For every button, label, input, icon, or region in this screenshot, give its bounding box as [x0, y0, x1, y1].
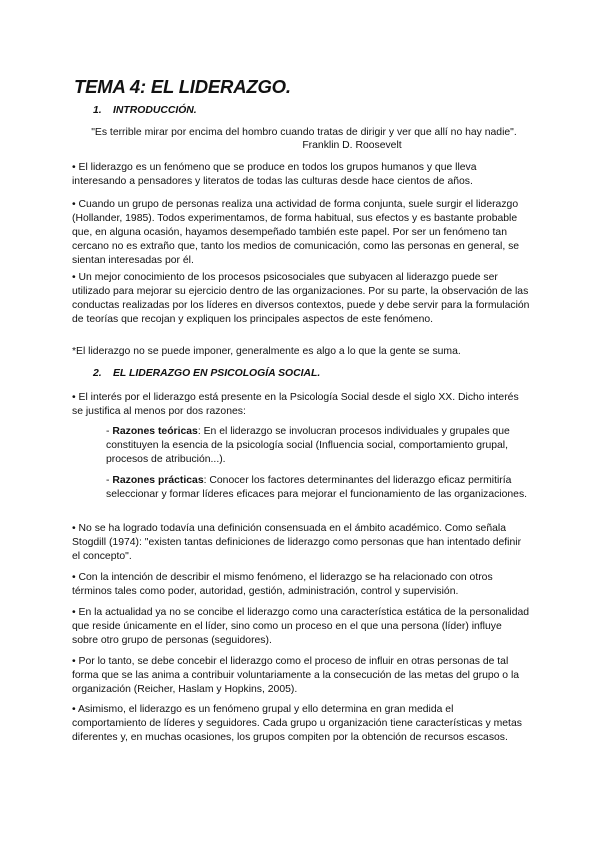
quote-author: Franklin D. Roosevelt	[302, 139, 402, 151]
paragraph: • El interés por el liderazgo está presente en la Psicología Social desde el siglo XX. Dicho interés se justifica al menos por dos razones:	[72, 392, 519, 417]
section-heading-psicologia-social	[93, 368, 320, 379]
paragraph: • No se ha logrado todavía una definición consensuada en el ámbito académico. Como señala Stogdill (1974): "existen tantas definiciones de liderazgo como personas que han intentado definir el concepto".	[72, 523, 522, 562]
reason-text: : En el liderazgo se involucran procesos individuales y grupales que constituyen la esencia de la psicología social (Influencia social, comportamiento grupal, procesos de atribución...).	[106, 426, 510, 465]
paragraph-note: *El liderazgo no se puede imponer, generalmente es algo a lo que la gente se suma.	[72, 346, 461, 357]
reason-practical	[106, 474, 530, 502]
reason-label: Razones teóricas	[112, 426, 198, 437]
epigraph-quote	[72, 127, 536, 152]
section-number: 1.	[93, 105, 102, 116]
list-dash: -	[106, 426, 113, 437]
paragraph: • Asimismo, el liderazgo es un fenómeno grupal y ello determina en gran medida el comportamiento de líderes y seguidores. Cada grupo u organización tiene características y metas diferentes y, en muchas ocasiones, los grupos compiten por la obtención de recursos escasos.	[72, 704, 522, 743]
section-title: INTRODUCCIÓN.	[113, 105, 197, 116]
reason-label: Razones prácticas	[112, 475, 204, 486]
section-heading-introduccion	[93, 105, 197, 116]
paragraph: • Cuando un grupo de personas realiza una actividad de forma conjunta, suele surgir el liderazgo (Hollander, 1985). Todos experimentamos, de forma habitual, sus efectos y es bastante probable que, en alguna ocasión, hayamos desempeñado también este papel. Por ser un fenómeno tan cercano no es extraño que, tanto los medios de comunicación, como las personas en general, se sientan interesadas por él.	[72, 199, 520, 266]
section-title: EL LIDERAZGO EN PSICOLOGÍA SOCIAL.	[113, 368, 321, 379]
reason-text: : Conocer los factores determinantes del liderazgo eficaz permitiría seleccionar y formar líderes eficaces para mejorar el funcionamiento de las organizaciones.	[106, 475, 528, 500]
list-dash: -	[106, 475, 113, 486]
paragraph: • Por lo tanto, se debe concebir el liderazgo como el proceso de influir en otras personas de tal forma que se las anima a contribuir voluntariamente a la consecución de las metas del grupo o la organización (Reicher, Haslam y Hopkins, 2005).	[72, 656, 520, 695]
paragraph: • El liderazgo es un fenómeno que se produce en todos los grupos humanos y que lleva interesando a pensadores y literatos de todas las culturas desde hace cientos de años.	[72, 162, 477, 187]
section-number: 2.	[93, 368, 102, 379]
reason-theoretical	[106, 425, 530, 467]
quote-text: "Es terrible mirar por encima del hombro cuando tratas de dirigir y ver que allí no hay nadie".	[91, 127, 517, 138]
paragraph: • Un mejor conocimiento de los procesos psicosociales que subyacen al liderazgo puede ser utilizado para mejorar su ejercicio dentro de las organizaciones. Por su parte, la observación de las conductas realizadas por los líderes en diversos contextos, puede y debe servir para la formulación de teorías que recojan y expliquen los principales aspectos de este fenómeno.	[72, 272, 530, 325]
paragraph: • En la actualidad ya no se concibe el liderazgo como una característica estática de la personalidad que reside únicamente en el líder, sino como un proceso en el que una persona (líder) influye sobre otro grupo de personas (seguidores).	[72, 607, 530, 646]
page-title: TEMA 4: EL LIDERAZGO.	[74, 76, 291, 97]
paragraph: • Con la intención de describir el mismo fenómeno, el liderazgo se ha relacionado con otros términos tales como poder, autoridad, gestión, administración, control y supervisión.	[72, 572, 493, 597]
